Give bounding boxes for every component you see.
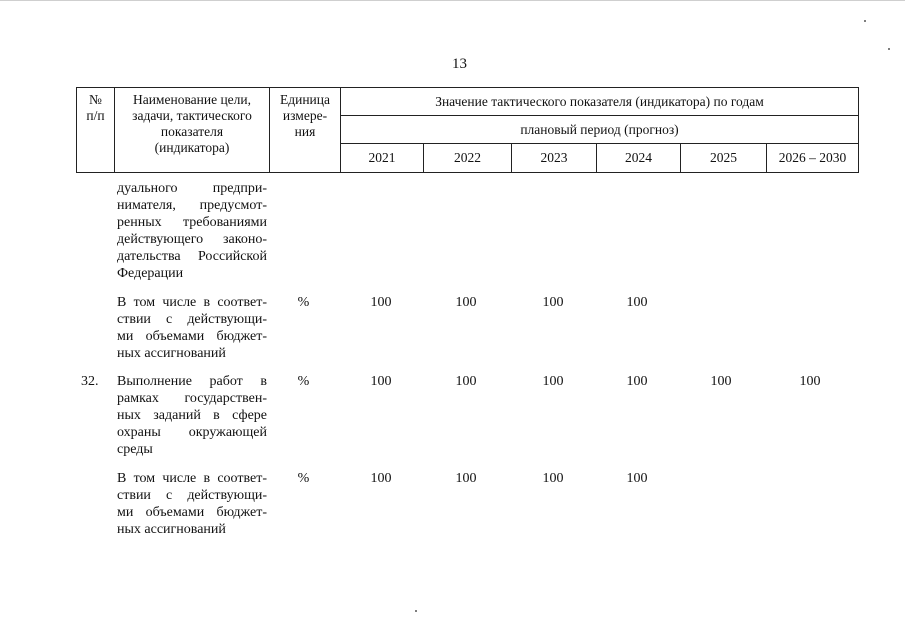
row-unit: %	[297, 374, 310, 389]
header-year: 2026 – 2030	[767, 144, 859, 173]
header-year: 2024	[597, 144, 681, 173]
row-value: 100	[542, 295, 564, 310]
row-value: 100	[370, 295, 392, 310]
page-number: 13	[452, 56, 467, 72]
row-value: 100	[626, 471, 648, 486]
header-num-column: № п/п	[77, 88, 115, 173]
scan-speck	[888, 48, 890, 50]
header-year: 2021	[341, 144, 424, 173]
row-value: 100	[710, 374, 732, 389]
row-value: 100	[370, 374, 392, 389]
row-value: 100	[626, 374, 648, 389]
row-value: 100	[455, 295, 477, 310]
row-value: 100	[455, 374, 477, 389]
header-name-column: Наименование цели, задачи, тактического показателя (индикатора)	[115, 88, 270, 173]
row-value: 100	[542, 374, 564, 389]
table-header	[76, 87, 859, 173]
row-number: 32.	[81, 374, 99, 389]
header-year: 2025	[681, 144, 767, 173]
page-top-edge	[0, 0, 905, 1]
header-subgroup-title: плановый период (прогноз)	[341, 116, 859, 144]
scan-speck	[864, 20, 866, 22]
scan-speck	[415, 610, 417, 612]
row-name: В том числе в соответ- ствии с действующи- ми объемами бюджет- ных ассигнований	[117, 471, 267, 537]
row-unit: %	[297, 471, 310, 486]
row-value: 100	[542, 471, 564, 486]
row-value: 100	[370, 471, 392, 486]
header-year: 2022	[424, 144, 512, 173]
row-unit: %	[297, 295, 310, 310]
row-value: 100	[799, 374, 821, 389]
row-name: дуального предпри- нимателя, предусмот- ренных требованиями действующего законо- дательства Российской Федерации	[117, 181, 267, 281]
row-value: 100	[455, 471, 477, 486]
header-unit-column: Единица измере- ния	[270, 88, 341, 173]
row-name: Выполнение работ в рамках государствен- ных заданий в сфере охраны окружающей среды	[117, 374, 267, 457]
row-name: В том числе в соответ- ствии с действующи- ми объемами бюджет- ных ассигнований	[117, 295, 267, 361]
header-group-title: Значение тактического показателя (индикатора) по годам	[341, 88, 859, 116]
row-value: 100	[626, 295, 648, 310]
header-year: 2023	[512, 144, 597, 173]
